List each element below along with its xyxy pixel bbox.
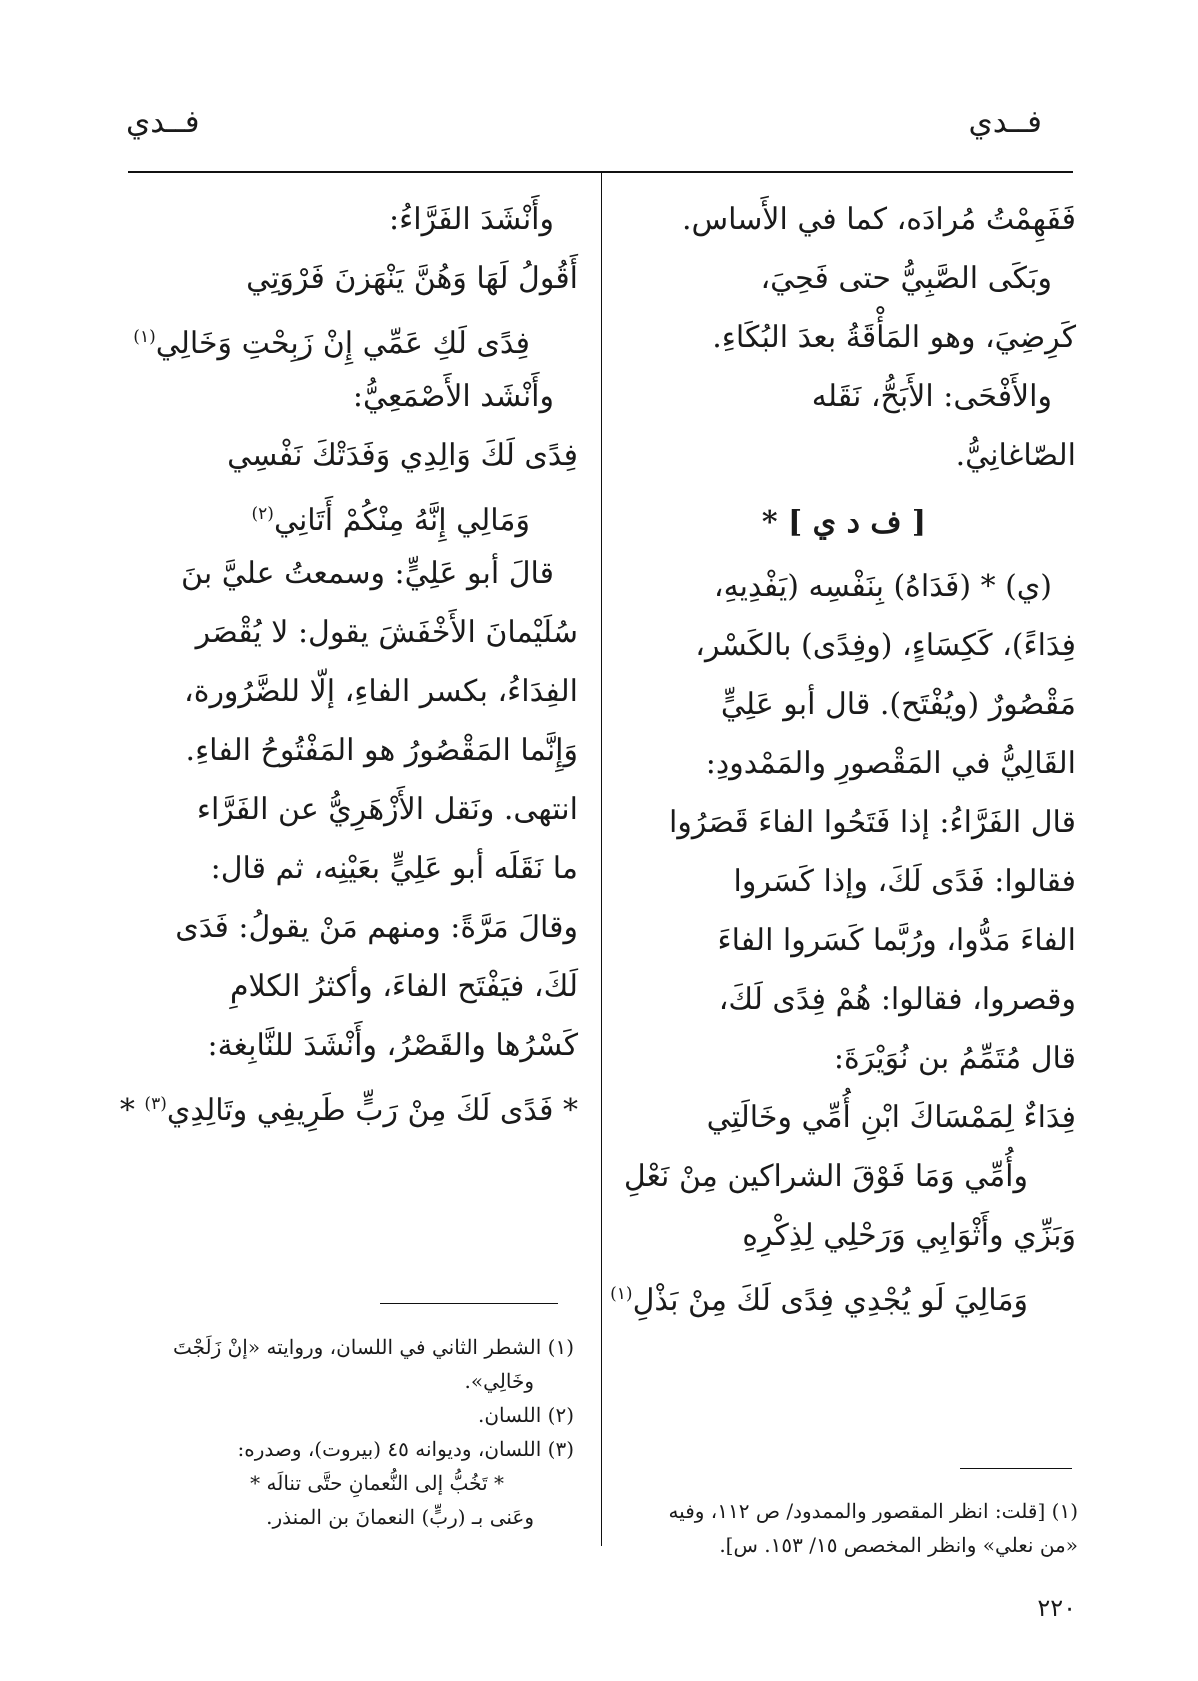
- text-line: كَرِضِيَ، وهو المَأْقَةُ بعدَ البُكَاءِ.: [712, 320, 1076, 355]
- footnote-marker: (١): [610, 1284, 633, 1304]
- text-line: قال الفَرَّاءُ: إذا فَتَحُوا الفاءَ قَصَرُوا: [669, 805, 1076, 840]
- text-line: فِدَاءً)، كَكِسَاءٍ، (وفِدًى) بالكَسْر،: [695, 628, 1076, 663]
- text-line: سُلَيْمانَ الأَخْفَشَ يقول: لا يُقْصَر: [195, 615, 578, 650]
- text-line: وقالَ مَرَّةً: ومنهم مَنْ يقولُ: فَدَى: [175, 910, 578, 945]
- footnotes-left: [122, 1330, 574, 1534]
- text-line: قالَ أبو عَلِيٍّ: وسمعتُ عليَّ بنَ: [180, 556, 554, 591]
- verse-line: [119, 1075, 578, 1134]
- footnote-line: * تَخُبُّ إلى النُّعمانِ حتَّى تنالَه *: [250, 1471, 504, 1495]
- text-line: فقالوا: فَدًى لَكَ، وإذا كَسَروا: [733, 864, 1076, 899]
- verse-end-mark: *: [119, 1093, 145, 1128]
- text-line: (ي) * (فَدَاهُ) بِنَفْسِه (يَفْدِيهِ،: [713, 569, 1052, 604]
- header-right-title: فــدي: [968, 104, 1042, 140]
- text-line: قال مُتَمِّمُ بن نُوَيْرَةَ:: [833, 1041, 1076, 1076]
- footnote-line: وخَالِي».: [464, 1369, 534, 1393]
- verse-text: وَمَالِيَ لَو يُجْدِي فِدًى لَكَ مِنْ بَذْلِ: [632, 1283, 1028, 1318]
- text-line: وَإِنَّما المَقْصُورُ هو المَفْتُوحُ الفاءِ.: [185, 733, 578, 768]
- footnote-line: (٢) اللسان.: [478, 1403, 574, 1427]
- text-line: فَفَهِمْتُ مُرادَه، كما في الأَساس.: [682, 202, 1076, 237]
- footnote-rule-right: [960, 1468, 1072, 1469]
- footnote-line: (١) [قلت: انظر المقصور والممدود/ ص ١١٢، وفيه: [668, 1499, 1078, 1523]
- text-line: وبَكَى الصَّبِيُّ حتى فَحِيَ،: [760, 261, 1052, 296]
- footnotes-right: [616, 1494, 1078, 1562]
- text-line: لَكَ، فيَفْتَح الفاءَ، وأكثرُ الكلامِ: [229, 969, 578, 1004]
- text-line: ما نَقَلَه أبو عَلِيٍّ بعَيْنِه، ثم قال:: [210, 851, 578, 886]
- verse-line: [122, 308, 578, 367]
- right-column: [612, 190, 1076, 1324]
- text-line: والأَفْحَى: الأَبَحُّ، نَقَله: [811, 379, 1052, 414]
- header-left-title: فــدي: [126, 104, 200, 140]
- text-line: القَالِيُّ في المَقْصورِ والمَمْدودِ:: [705, 746, 1076, 781]
- verse-line: أَقُولُ لَهَا وَهُنَّ يَنْهَزنَ فَرْوَتِي: [246, 261, 578, 296]
- footnote-marker: (١): [133, 327, 156, 347]
- text-line: وأَنْشَد الأَصْمَعِيُّ:: [352, 379, 554, 414]
- text-line: وأَنْشَدَ الفَرَّاءُ:: [389, 202, 554, 237]
- verse-line: [122, 485, 578, 544]
- entry-title: [ ف د ي ] *: [761, 505, 927, 540]
- verse-line: فِدَاءٌ لِمَمْسَاكَ ابْنِ أُمِّي وخَالَتِي: [706, 1100, 1076, 1135]
- text-line: الفاءَ مَدُّوا، ورُبَّما كَسَروا الفاءَ: [717, 923, 1076, 958]
- footnote-marker: (٢): [251, 504, 274, 524]
- footnote-line: (٣) اللسان، وديوانه ٤٥ (بيروت)، وصدره:: [237, 1437, 574, 1461]
- text-line: انتهى. ونَقل الأَزْهَرِيُّ عن الفَرَّاء: [196, 792, 578, 827]
- page-number: ٢٢٠: [1037, 1594, 1076, 1622]
- verse-text: وَمَالِي إِنَّهُ مِنْكُمْ أَتَانِي: [273, 503, 530, 538]
- column-divider: [601, 171, 602, 1546]
- verse-text: فِدًى لَكِ عَمِّي إِنْ زَبِحْتِ وَخَالِي: [155, 326, 530, 361]
- verse-line: فِدًى لَكَ وَالِدِي وَفَدَتْكَ نَفْسِي: [227, 438, 578, 473]
- left-column: [119, 190, 578, 1134]
- footnote-line: (١) الشطر الثاني في اللسان، وروايته «إنْ زَلَجْتَ: [172, 1335, 574, 1359]
- verse-line: وَبَزِّي وأَثْوَابِي وَرَحْلِي لِذِكْرِهِ: [742, 1218, 1076, 1253]
- footnote-line: وعَنى بـ (ربٍّ) النعمانَ بن المنذر.: [266, 1505, 534, 1529]
- text-line: كَسْرُها والقَصْرُ، وأَنْشَدَ للنَّابِغة:: [207, 1028, 578, 1063]
- footnote-marker: (٣): [144, 1094, 167, 1114]
- verse-line: وأُمِّي وَمَا فَوْقَ الشراكين مِنْ نَعْلِ: [623, 1159, 1028, 1194]
- footnote-rule-left: [380, 1303, 558, 1304]
- text-line: وقصروا، فقالوا: هُمْ فِدًى لَكَ،: [718, 982, 1076, 1017]
- text-line: الصّاغانِيُّ.: [955, 438, 1076, 473]
- verse-line: [612, 1265, 1076, 1324]
- text-line: الفِدَاءُ، بكسر الفاءِ، إلّا للضَّرُورة،: [184, 674, 578, 709]
- text-line: مَقْصُورٌ (ويُفْتَح). قال أبو عَلِيٍّ: [720, 687, 1076, 722]
- verse-text: * فَدًى لَكَ مِنْ رَبٍّ طَرِيفِي وتَالِدِي: [166, 1093, 578, 1128]
- footnote-line: «من نعلي» وانظر المخصص ١٥/ ١٥٣. س].: [719, 1533, 1078, 1557]
